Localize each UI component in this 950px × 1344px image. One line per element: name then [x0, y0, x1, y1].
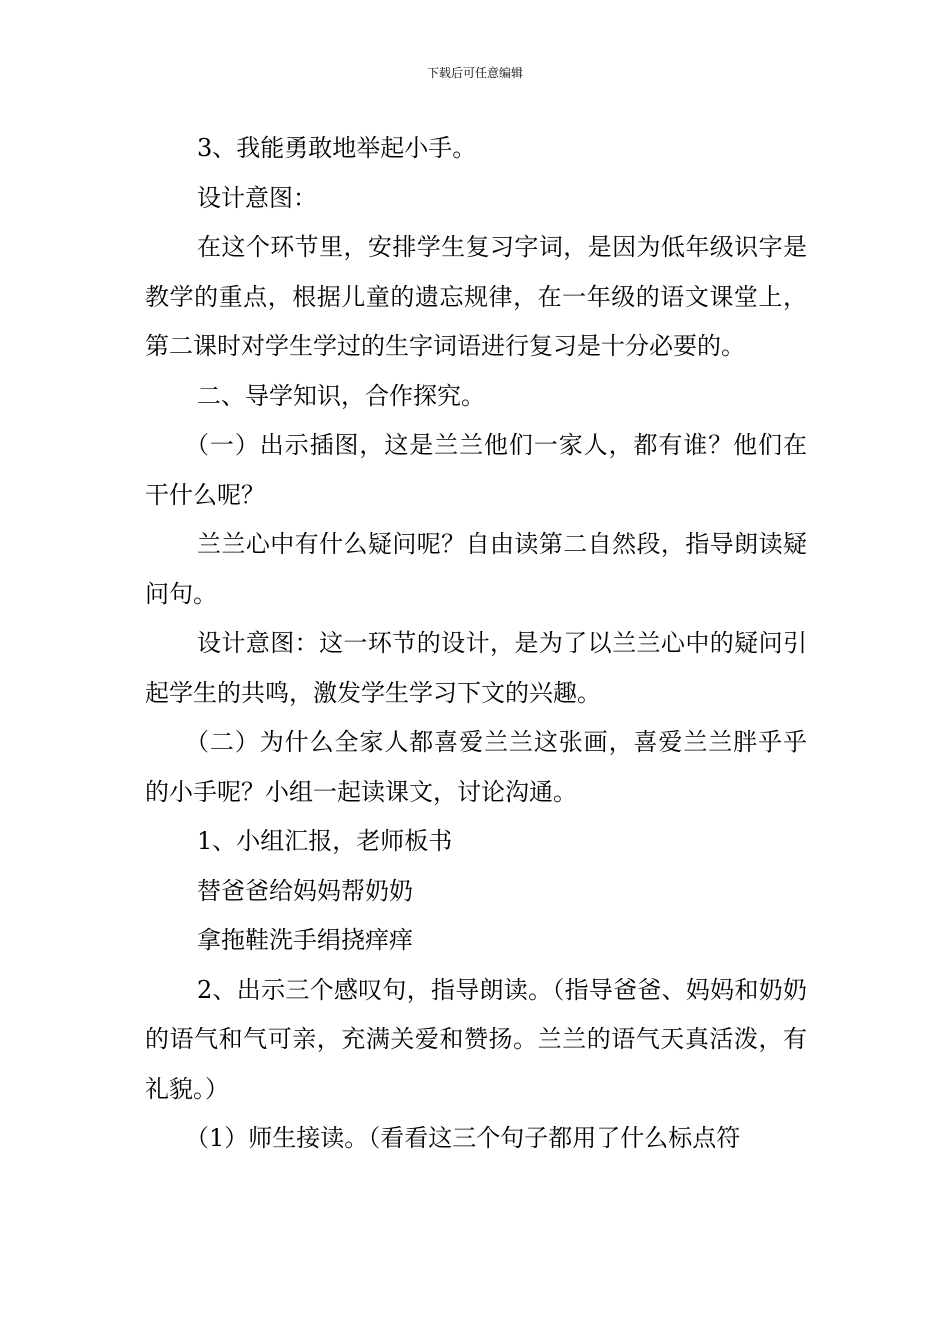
paragraph-design-intent-label: 设计意图：	[197, 183, 317, 212]
document-body	[145, 124, 807, 1164]
paragraph-group-report: 1、小组汇报，老师板书	[197, 827, 453, 855]
paragraph-item-3: 3、我能勇敢地举起小手。	[197, 134, 477, 162]
paragraph-question-reading: 兰兰心中有什么疑问呢？自由读第二自然段，指导朗读疑问句。	[145, 530, 807, 608]
page-header: 下载后可任意编辑	[426, 66, 523, 80]
paragraph-review-rationale: 在这个环节里，安排学生复习字词，是因为低年级识字是教学的重点，根据儿童的遗忘规律，在一年级的语文课堂上，第二课时对学生学过的生字词语进行复习是十分必要的。	[145, 233, 807, 360]
paragraph-section-two-heading: 二、导学知识，合作探究。	[197, 381, 485, 410]
paragraph-subsection-two: （二）为什么全家人都喜爱兰兰这张画，喜爱兰兰胖乎乎的小手呢？小组一起读课文，讨论沟通。	[145, 728, 807, 806]
paragraph-exclamation-reading: 2、出示三个感叹句，指导朗读。（指导爸爸、妈妈和奶奶的语气和气可亲，充满关爱和赞扬。兰兰的语气天真活泼，有礼貌。）	[145, 975, 807, 1103]
paragraph-board-line-one: 替爸爸给妈妈帮奶奶	[197, 876, 413, 905]
paragraph-subsection-one: （一）出示插图，这是兰兰他们一家人，都有谁？他们在干什么呢？	[145, 431, 807, 509]
paragraph-board-line-two: 拿拖鞋洗手绢挠痒痒	[197, 926, 413, 954]
paragraph-teacher-student-reading: （1）师生接读。（看看这三个句子都用了什么标点符	[185, 1124, 741, 1152]
paragraph-design-intent-two: 设计意图：这一环节的设计，是为了以兰兰心中的疑问引起学生的共鸣，激发学生学习下文的兴趣。	[145, 629, 807, 707]
